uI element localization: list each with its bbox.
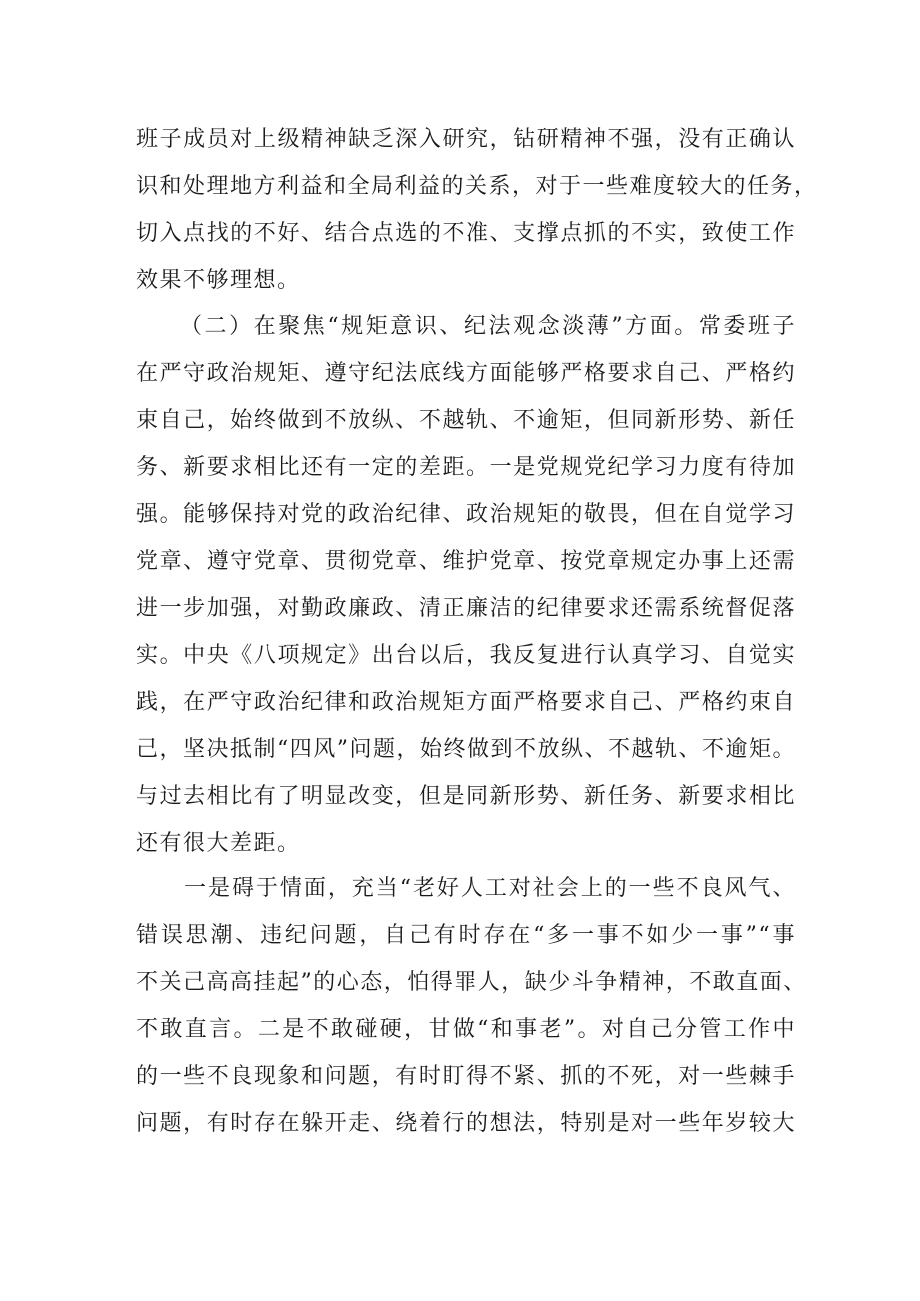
text-line: 束自己，始终做到不放纵、不越轨、不逾矩，但同新形势、新任	[136, 408, 796, 433]
paragraph-2	[136, 303, 796, 867]
paragraph-3	[136, 865, 807, 1147]
text-line: 在严守政治规矩、遵守纪法底线方面能够严格要求自己、严格约	[136, 361, 796, 386]
text-line: 错误思潮、违纪问题，自己有时存在“多一事不如少一事”“事	[136, 923, 796, 948]
text-line: 实。中央《八项规定》出台以后，我反复进行认真学习、自觉实	[136, 643, 796, 668]
paragraph-1	[136, 116, 818, 304]
text-line: 效果不够理想。	[136, 268, 301, 293]
text-line: 践，在严守政治纪律和政治规矩方面严格要求自己、严格约束自	[136, 690, 796, 715]
text-line: 强。能够保持对党的政治纪律、政治规矩的敬畏，但在自觉学习	[136, 502, 796, 527]
text-line: 班子成员对上级精神缺乏深入研究，钻研精神不强，没有正确认	[136, 127, 796, 152]
text-line: 切入点找的不好、结合点选的不准、支撑点抓的不实，致使工作	[136, 221, 796, 246]
text-line: 还有很大差距。	[136, 831, 301, 856]
text-line: 进一步加强，对勤政廉政、清正廉洁的纪律要求还需系统督促落	[136, 596, 796, 621]
text-line: （二）在聚焦“规矩意识、纪法观念淡薄”方面。常委班子	[180, 314, 796, 339]
text-line: 务、新要求相比还有一定的差距。一是党规党纪学习力度有待加	[136, 455, 796, 480]
text-line: 与过去相比有了明显改变，但是同新形势、新任务、新要求相比	[136, 784, 796, 809]
text-line: 不关己高高挂起”的心态，怕得罪人，缺少斗争精神，不敢直面、	[136, 970, 807, 995]
text-line: 一是碍于情面，充当“老好人工对社会上的一些不良风气、	[184, 876, 796, 901]
text-line: 己，坚决抵制“四风”问题，始终做到不放纵、不越轨、不逾矩。	[136, 737, 796, 762]
text-line: 问题，有时存在躲开走、绕着行的想法，特别是对一些年岁较大	[136, 1111, 796, 1136]
text-line: 的一些不良现象和问题，有时盯得不紧、抓的不死，对一些棘手	[136, 1064, 796, 1089]
text-line: 识和处理地方利益和全局利益的关系，对于一些难度较大的任务，	[136, 174, 818, 199]
text-line: 党章、遵守党章、贯彻党章、维护党章、按党章规定办事上还需	[136, 549, 796, 574]
text-line: 不敢直言。二是不敢碰硬，甘做“和事老”。对自己分管工作中	[136, 1017, 796, 1042]
